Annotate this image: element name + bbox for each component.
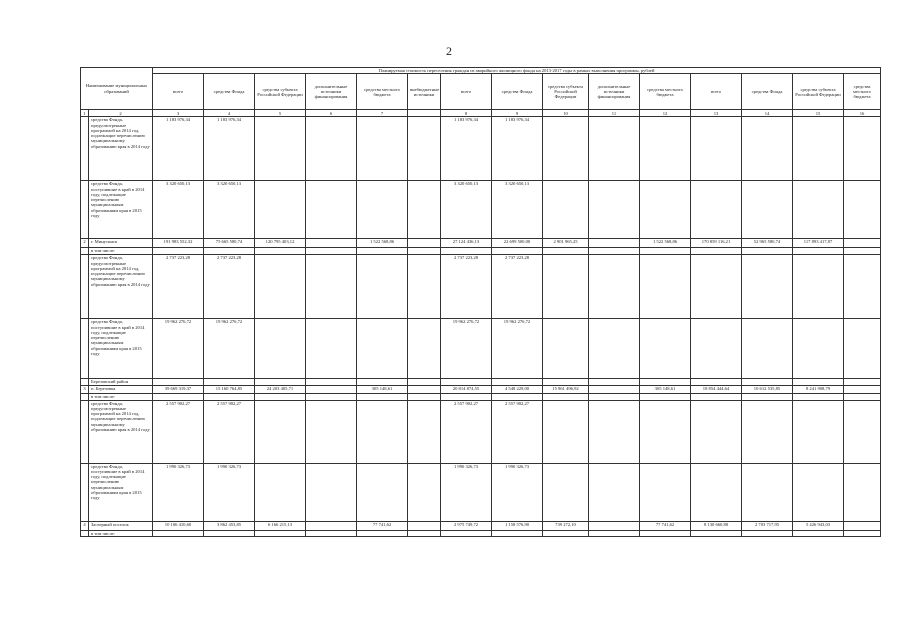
table-row: [81, 117, 881, 181]
amount-cell: 5 426 943,03: [793, 521, 844, 530]
amount-cell: 1 990 326,73: [153, 463, 204, 521]
amount-cell: [640, 463, 691, 521]
header-col: средства субъекта Российской Федерации: [543, 74, 589, 110]
amount-cell: [793, 400, 844, 463]
amount-cell: [589, 463, 640, 521]
amount-cell: [408, 181, 441, 239]
amount-cell: 19 962 276,72: [492, 319, 543, 379]
row-number: [81, 379, 89, 386]
amount-cell: [640, 400, 691, 463]
column-number: 10: [543, 110, 589, 117]
amount-cell: [408, 239, 441, 248]
row-name: п. Березовка: [89, 386, 153, 394]
amount-cell: [543, 181, 589, 239]
amount-cell: [793, 463, 844, 521]
amount-cell: [640, 248, 691, 255]
amount-cell: 2 557 902,27: [153, 400, 204, 463]
amount-cell: 19 962 276,72: [441, 319, 492, 379]
amount-cell: 77 741,62: [640, 521, 691, 530]
amount-cell: 24 203 405,71: [255, 386, 306, 394]
amount-cell: [793, 248, 844, 255]
amount-cell: [691, 181, 742, 239]
column-number: 3: [153, 110, 204, 117]
table-row: [81, 319, 881, 379]
amount-cell: [589, 521, 640, 530]
amount-cell: [357, 181, 408, 239]
row-name: в том числе:: [89, 530, 153, 536]
amount-cell: [357, 400, 408, 463]
amount-cell: [357, 530, 408, 536]
amount-cell: [306, 463, 357, 521]
row-name: Заозерный поселок: [89, 521, 153, 530]
amount-cell: [408, 386, 441, 394]
amount-cell: [543, 117, 589, 181]
row-name: в том числе:: [89, 394, 153, 400]
amount-cell: [844, 181, 881, 239]
amount-cell: [306, 386, 357, 394]
row-name: Березовский район: [89, 379, 153, 386]
row-number: 4: [81, 521, 89, 530]
amount-cell: 1 522 568,86: [357, 239, 408, 248]
header-col: дополнительные источники финансирования: [589, 74, 640, 110]
amount-cell: [357, 319, 408, 379]
amount-cell: 3 320 650,13: [153, 181, 204, 239]
column-number: 8: [441, 110, 492, 117]
row-name: в том числе:: [89, 248, 153, 255]
amount-cell: [492, 530, 543, 536]
amount-cell: [640, 319, 691, 379]
amount-cell: [691, 255, 742, 319]
amount-cell: [441, 248, 492, 255]
amount-cell: 4 548 229,00: [492, 386, 543, 394]
amount-cell: [204, 248, 255, 255]
column-number-row: [81, 110, 881, 117]
amount-cell: [408, 255, 441, 319]
amount-cell: 170 859 116,21: [691, 239, 742, 248]
header-name-column: Наименование муниципальных образований: [81, 68, 153, 110]
row-number: [81, 181, 89, 239]
header-col: дополнительные источники финансирования: [306, 74, 357, 110]
amount-cell: [844, 117, 881, 181]
header-col: средства субъекта Российской Федерации: [255, 74, 306, 110]
column-number: 16: [844, 110, 881, 117]
amount-cell: [793, 530, 844, 536]
amount-cell: [844, 463, 881, 521]
amount-cell: 305 148,61: [357, 386, 408, 394]
amount-cell: [640, 255, 691, 319]
amount-cell: 52 965 580,74: [742, 239, 793, 248]
header-col: средства местного бюджета: [640, 74, 691, 110]
row-name: средства Фонда, поступившие в край в 2014 году, подлежащие перечислению муниципальным образованиям края в 2015 году: [89, 181, 153, 239]
amount-cell: 2 557 902,27: [441, 400, 492, 463]
amount-cell: 305 148,61: [640, 386, 691, 394]
column-number: 9: [492, 110, 543, 117]
amount-cell: [357, 117, 408, 181]
amount-cell: 3 320 650,13: [492, 181, 543, 239]
header-col: средства субъекта Российской Федерации: [793, 74, 844, 110]
amount-cell: [793, 181, 844, 239]
amount-cell: [844, 319, 881, 379]
amount-cell: [589, 386, 640, 394]
amount-cell: [543, 463, 589, 521]
amount-cell: 39 669 319,37: [153, 386, 204, 394]
amount-cell: [691, 248, 742, 255]
amount-cell: 2 557 902,27: [204, 400, 255, 463]
amount-cell: 1 990 326,73: [441, 463, 492, 521]
amount-cell: 1 183 976,34: [441, 117, 492, 181]
row-number: [81, 255, 89, 319]
amount-cell: 8 241 908,79: [793, 386, 844, 394]
column-number: 2: [89, 110, 153, 117]
header-col: средства Фонда: [492, 74, 543, 110]
amount-cell: [255, 379, 306, 386]
amount-cell: [306, 530, 357, 536]
amount-cell: 6 166 215,13: [255, 521, 306, 530]
amount-cell: [640, 117, 691, 181]
row-number: 2: [81, 239, 89, 248]
amount-cell: [543, 400, 589, 463]
amount-cell: [543, 530, 589, 536]
amount-cell: [844, 255, 881, 319]
amount-cell: [543, 379, 589, 386]
column-number: 12: [640, 110, 691, 117]
amount-cell: [543, 248, 589, 255]
amount-cell: 27 124 436,13: [441, 239, 492, 248]
column-number: 14: [742, 110, 793, 117]
row-name: средства Фонда, предусмотренные программой на 2014 год, подлежащие перечислению муниципальному образованию края в 2014 году: [89, 400, 153, 463]
row-name: средства Фонда, предусмотренные программой на 2014 год, подлежащие перечислению муниципальному образованию края в 2014 году: [89, 255, 153, 319]
amount-cell: 75 665 580,74: [204, 239, 255, 248]
amount-cell: [255, 181, 306, 239]
amount-cell: 2 975 749,72: [441, 521, 492, 530]
amount-cell: [357, 379, 408, 386]
amount-cell: [306, 117, 357, 181]
amount-cell: [742, 530, 793, 536]
row-number: [81, 463, 89, 521]
amount-cell: [306, 379, 357, 386]
header-col: средства Фонда: [204, 74, 255, 110]
header-col: средства местного бюджета: [844, 74, 881, 110]
amount-cell: [844, 400, 881, 463]
column-number: 6: [306, 110, 357, 117]
amount-cell: 1 158 576,90: [492, 521, 543, 530]
amount-cell: 2 737 223,28: [204, 255, 255, 319]
amount-cell: [441, 379, 492, 386]
amount-cell: [408, 521, 441, 530]
amount-cell: 2 703 717,95: [742, 521, 793, 530]
table-row: [81, 248, 881, 255]
amount-cell: [793, 255, 844, 319]
amount-cell: [691, 379, 742, 386]
amount-cell: [589, 379, 640, 386]
amount-cell: 18 854 444,64: [691, 386, 742, 394]
amount-cell: 1 183 976,34: [492, 117, 543, 181]
amount-cell: [492, 248, 543, 255]
amount-cell: [589, 248, 640, 255]
amount-cell: 2 901 965,25: [543, 239, 589, 248]
amount-cell: 1 990 326,73: [492, 463, 543, 521]
amount-cell: [793, 117, 844, 181]
amount-cell: [153, 530, 204, 536]
amount-cell: [844, 530, 881, 536]
amount-cell: [255, 117, 306, 181]
amount-cell: [306, 319, 357, 379]
amount-cell: [357, 248, 408, 255]
amount-cell: [640, 530, 691, 536]
amount-cell: [153, 379, 204, 386]
amount-cell: [793, 319, 844, 379]
table-row: [81, 463, 881, 521]
amount-cell: [408, 319, 441, 379]
amount-cell: [543, 319, 589, 379]
amount-cell: [742, 181, 793, 239]
amount-cell: 77 741,62: [357, 521, 408, 530]
amount-cell: 22 699 500,00: [492, 239, 543, 248]
column-number: [408, 110, 441, 117]
row-number: [81, 319, 89, 379]
amount-cell: [408, 463, 441, 521]
amount-cell: 15 961 496,92: [543, 386, 589, 394]
amount-cell: 19 962 276,72: [204, 319, 255, 379]
amount-cell: [306, 181, 357, 239]
amount-cell: 1 183 976,34: [153, 117, 204, 181]
column-number: 15: [793, 110, 844, 117]
amount-cell: [844, 386, 881, 394]
amount-cell: [589, 181, 640, 239]
amount-cell: [691, 400, 742, 463]
amount-cell: 2 737 223,28: [153, 255, 204, 319]
row-number: [81, 530, 89, 536]
amount-cell: 120 795 403,12: [255, 239, 306, 248]
amount-cell: [589, 400, 640, 463]
header-group-title: Планируемая стоимость переселения граждан из аварийного жилищного фонда на 2013-2017 годы в рамках выполнения программы, рублей: [153, 68, 881, 74]
amount-cell: 117 893 417,87: [793, 239, 844, 248]
amount-cell: [742, 255, 793, 319]
amount-cell: 8 130 660,88: [691, 521, 742, 530]
table-row: [81, 379, 881, 386]
table-row: [81, 255, 881, 319]
amount-cell: 3 320 650,13: [441, 181, 492, 239]
amount-cell: [306, 400, 357, 463]
page-number: 2: [446, 44, 452, 58]
amount-cell: [742, 400, 793, 463]
amount-cell: [589, 117, 640, 181]
amount-cell: [255, 400, 306, 463]
header-col: всего: [691, 74, 742, 110]
amount-cell: [691, 463, 742, 521]
header-col: всего: [441, 74, 492, 110]
amount-cell: [793, 379, 844, 386]
amount-cell: [691, 319, 742, 379]
amount-cell: [408, 248, 441, 255]
column-number: 7: [357, 110, 408, 117]
column-number: 1: [81, 110, 89, 117]
amount-cell: [204, 379, 255, 386]
amount-cell: [306, 248, 357, 255]
table-row: [81, 181, 881, 239]
row-number: [81, 117, 89, 181]
amount-cell: [408, 530, 441, 536]
amount-cell: [844, 521, 881, 530]
amount-cell: 3 862 453,85: [204, 521, 255, 530]
header-col: средства Фонда: [742, 74, 793, 110]
table-row: [81, 530, 881, 536]
amount-cell: [844, 248, 881, 255]
row-number: 3: [81, 386, 89, 394]
amount-cell: 10 612 535,85: [742, 386, 793, 394]
amount-cell: [640, 379, 691, 386]
table-row: [81, 239, 881, 248]
amount-cell: 10 106 410,60: [153, 521, 204, 530]
amount-cell: 191 983 552,32: [153, 239, 204, 248]
header-col: всего: [153, 74, 204, 110]
table-row: [81, 386, 881, 394]
amount-cell: [255, 463, 306, 521]
amount-cell: [844, 239, 881, 248]
amount-cell: [589, 239, 640, 248]
amount-cell: 2 737 223,28: [441, 255, 492, 319]
amount-cell: [844, 379, 881, 386]
header-col: средства местного бюджета: [357, 74, 408, 110]
amount-cell: [691, 117, 742, 181]
amount-cell: [492, 379, 543, 386]
amount-cell: [742, 379, 793, 386]
relocation-cost-table: [80, 67, 881, 537]
amount-cell: [255, 319, 306, 379]
amount-cell: [306, 521, 357, 530]
amount-cell: [408, 400, 441, 463]
amount-cell: 3 320 650,13: [204, 181, 255, 239]
amount-cell: [589, 319, 640, 379]
amount-cell: [255, 248, 306, 255]
amount-cell: [742, 463, 793, 521]
amount-cell: 739 272,10: [543, 521, 589, 530]
amount-cell: [255, 530, 306, 536]
row-number: [81, 248, 89, 255]
amount-cell: [408, 379, 441, 386]
column-number: 11: [589, 110, 640, 117]
amount-cell: [589, 255, 640, 319]
amount-cell: [589, 530, 640, 536]
row-name: средства Фонда, поступившие в край в 2014 году, подлежащие перечислению муниципальным образованиям края в 2015 году: [89, 319, 153, 379]
amount-cell: [255, 255, 306, 319]
amount-cell: [441, 530, 492, 536]
table-row: [81, 400, 881, 463]
amount-cell: [306, 239, 357, 248]
amount-cell: [543, 255, 589, 319]
amount-cell: [204, 530, 255, 536]
column-number: 13: [691, 110, 742, 117]
row-number: [81, 400, 89, 463]
amount-cell: 2 737 223,28: [492, 255, 543, 319]
amount-cell: [742, 117, 793, 181]
amount-cell: 20 814 874,55: [441, 386, 492, 394]
amount-cell: 1 990 326,73: [204, 463, 255, 521]
amount-cell: [357, 463, 408, 521]
row-name: средства Фонда, предусмотренные программой на 2014 год, подлежащие перечислению муниципальному образованию края в 2014 году: [89, 117, 153, 181]
amount-cell: [742, 319, 793, 379]
amount-cell: [691, 530, 742, 536]
amount-cell: 19 962 276,72: [153, 319, 204, 379]
header-col: внебюджетные источники: [408, 74, 441, 110]
row-name: средства Фонда, поступившие в край в 2014 году, подлежащие перечислению муниципальным образованиям края в 2015 году: [89, 463, 153, 521]
amount-cell: 2 557 902,27: [492, 400, 543, 463]
amount-cell: [742, 248, 793, 255]
amount-cell: [357, 255, 408, 319]
table-row: [81, 521, 881, 530]
amount-cell: [153, 248, 204, 255]
amount-cell: [408, 117, 441, 181]
row-name: г. Минусинск: [89, 239, 153, 248]
amount-cell: [306, 255, 357, 319]
column-number: 5: [255, 110, 306, 117]
amount-cell: [640, 181, 691, 239]
amount-cell: 1 522 568,86: [640, 239, 691, 248]
amount-cell: 1 183 976,34: [204, 117, 255, 181]
amount-cell: 15 160 764,85: [204, 386, 255, 394]
column-number: 4: [204, 110, 255, 117]
